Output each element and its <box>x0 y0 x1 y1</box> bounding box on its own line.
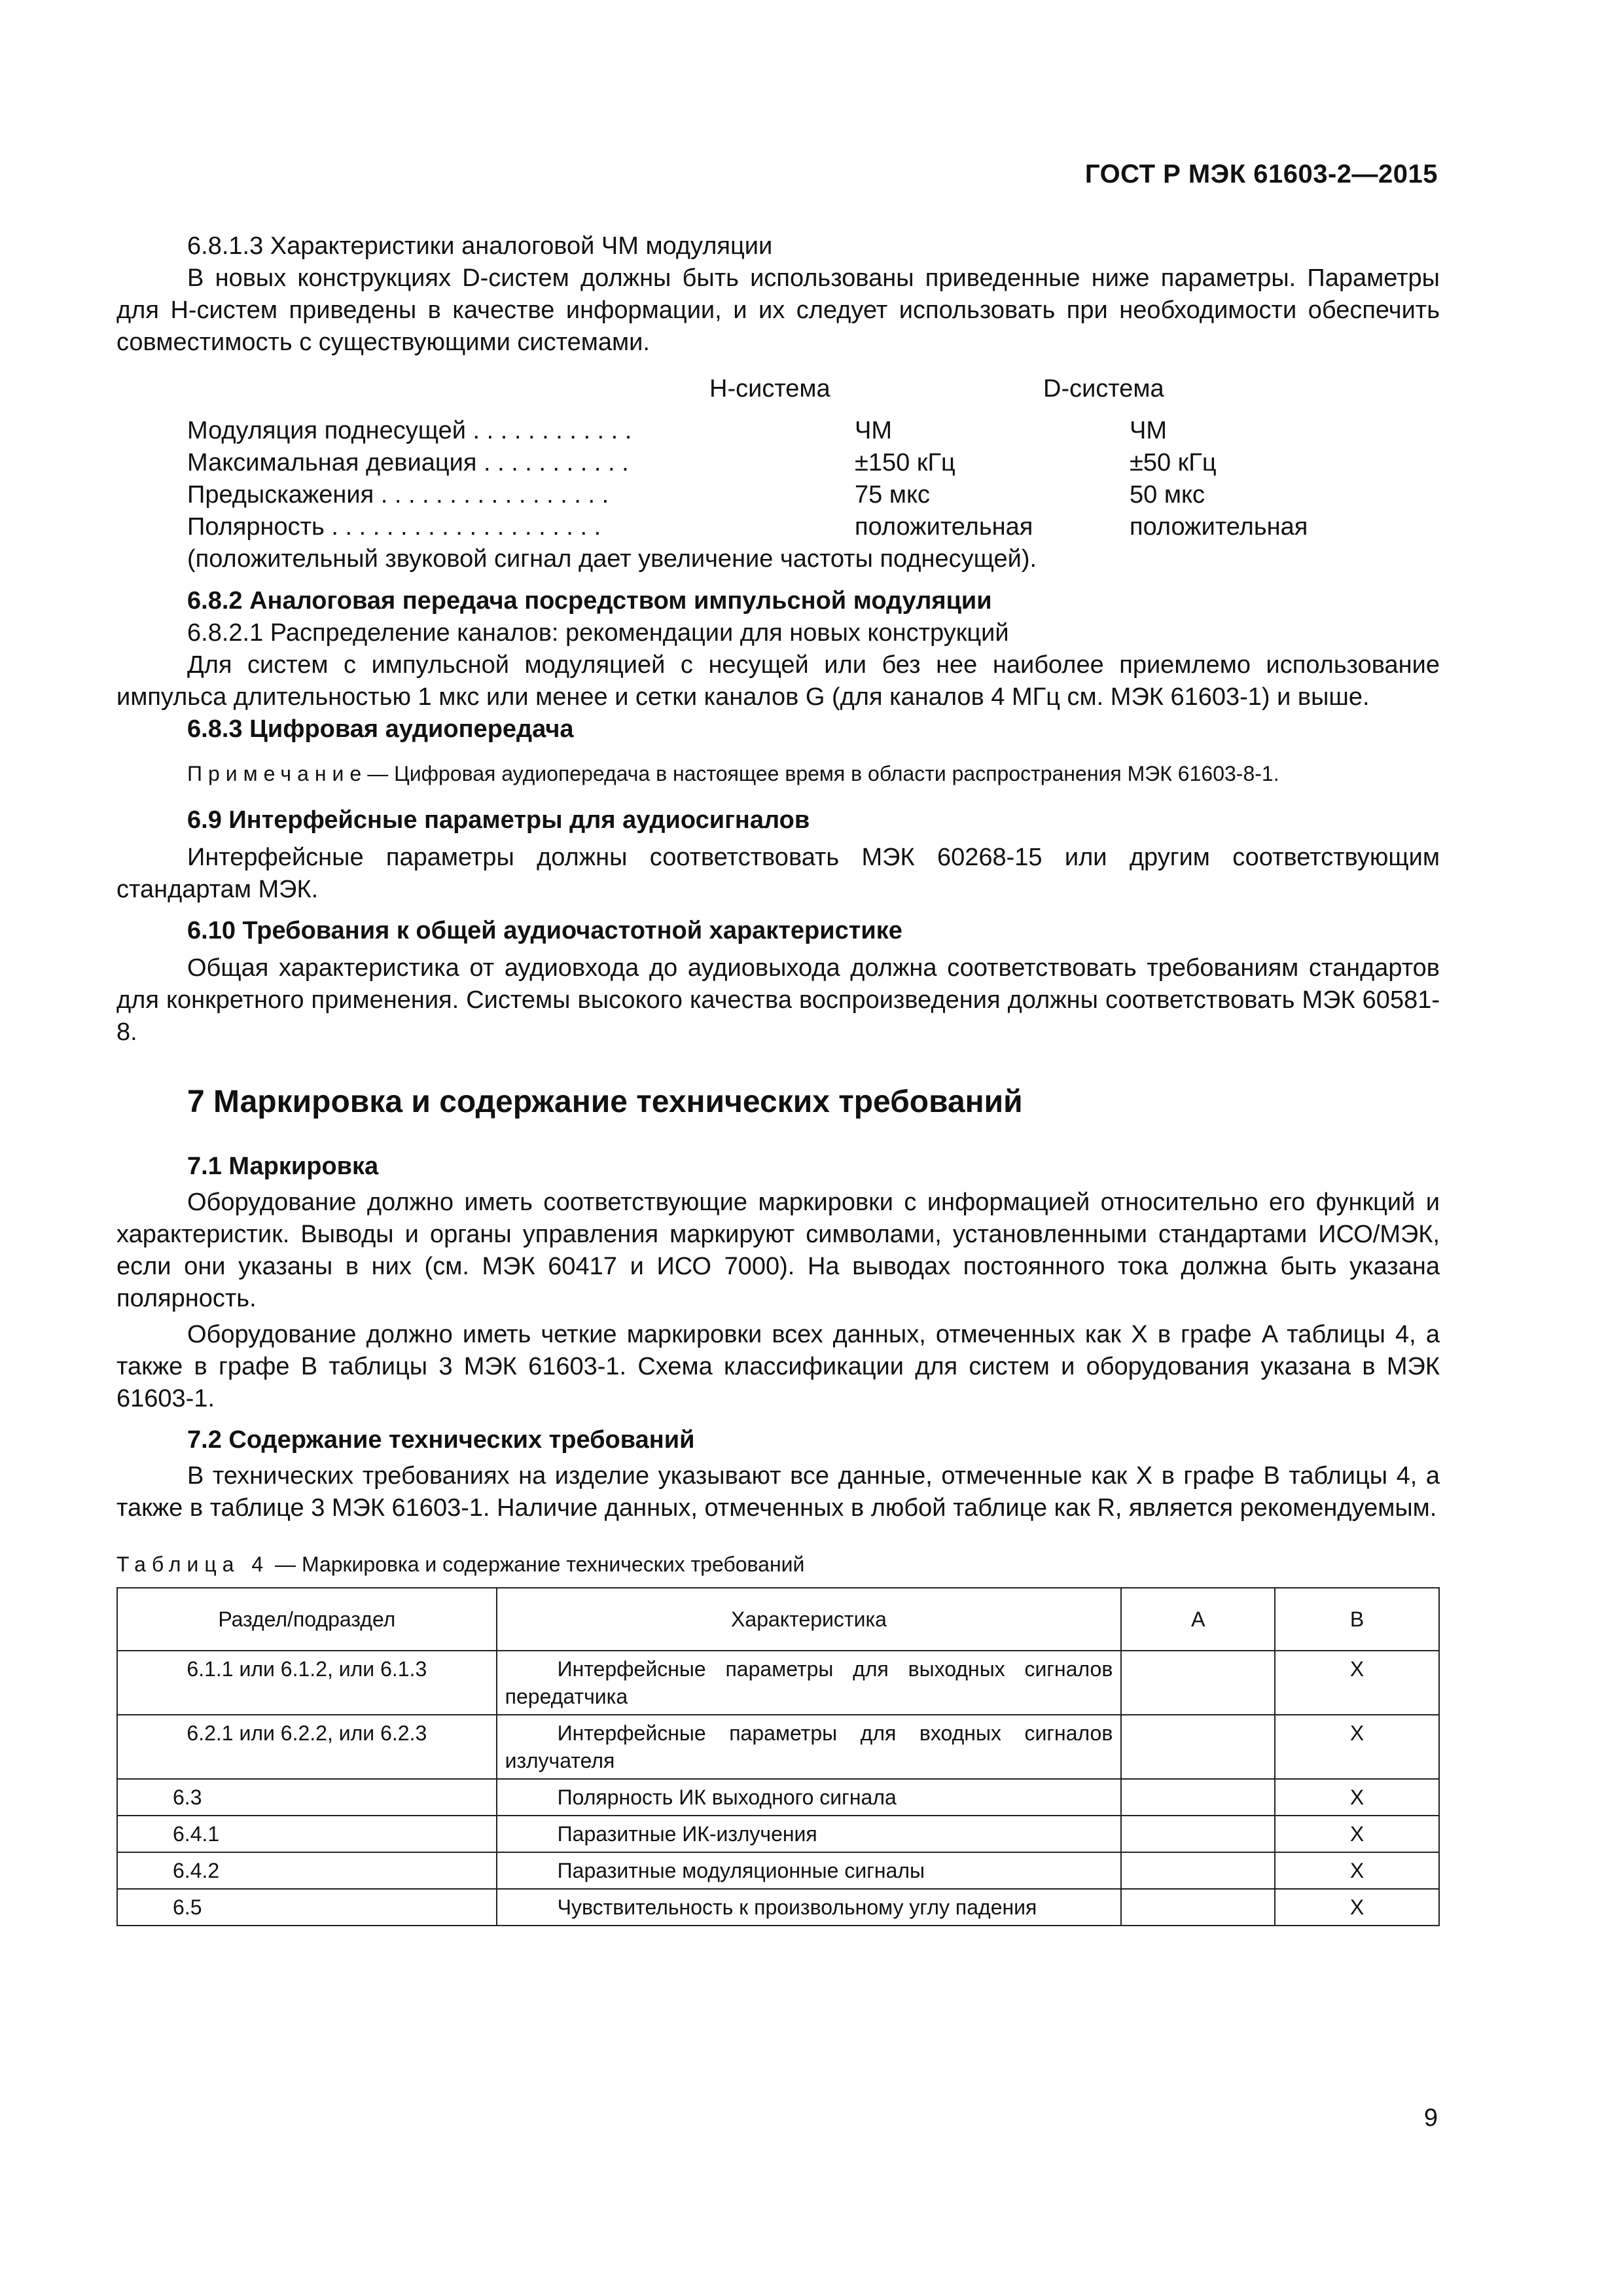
polarity-note-text: (положительный звуковой сигнал дает увеличение частоты поднесущей). <box>187 545 1037 573</box>
param-label: Полярность . . . . . . . . . . . . . . . . . . . . <box>187 513 601 541</box>
table-row <box>117 1816 1439 1852</box>
cell-characteristic: Паразитные ИК-излучения <box>497 1816 1122 1852</box>
section-6-9-title: 6.9 Интерфейсные параметры для аудиосигналов <box>187 806 810 834</box>
section-7-2-title: 7.2 Содержание технических требований <box>187 1426 695 1454</box>
header-section: Раздел/подраздел <box>117 1588 497 1651</box>
column-head-h-system: Н-система <box>709 375 830 403</box>
cell-characteristic: Интерфейсные параметры для входных сигналов излучателя <box>497 1715 1122 1779</box>
marking-table <box>116 1587 1440 1926</box>
table-row <box>117 1651 1439 1715</box>
header-a: A <box>1121 1588 1275 1651</box>
cell-b: X <box>1275 1852 1439 1889</box>
table-row <box>117 1889 1439 1926</box>
param-label: Модуляция поднесущей . . . . . . . . . . . . <box>187 417 632 444</box>
section-7-1-title: 7.1 Маркировка <box>187 1153 379 1180</box>
cell-characteristic: Полярность ИК выходного сигнала <box>497 1779 1122 1816</box>
param-row <box>187 415 1440 447</box>
cell-a <box>1121 1852 1275 1889</box>
table-caption-label: Таблица 4 <box>116 1552 270 1576</box>
cell-b: X <box>1275 1779 1439 1816</box>
section-6-8-2-1-paragraph: Для систем с импульсной модуляцией с несущей или без нее наиболее приемлемо использование импульса длительностью 1 мкс или менее и сетки каналов G (для каналов 4 МГц см. МЭК 61603-1) и выше. <box>116 651 1440 711</box>
cell-a <box>1121 1779 1275 1816</box>
table-caption-text: — Маркировка и содержание технических требований <box>275 1552 805 1576</box>
cell-a <box>1121 1816 1275 1852</box>
page-number: 9 <box>1423 2104 1438 2132</box>
section-6-8-3-title: 6.8.3 Цифровая аудиопередача <box>187 715 574 743</box>
param-h-value: положительная <box>855 513 1033 541</box>
param-d-value: 50 мкс <box>1130 481 1205 509</box>
section-7-1-paragraph-1: Оборудование должно иметь соответствующие маркировки с информацией относительно его функций и характеристик. Выводы и органы управления маркируют символами, установленными стандартами ИСО/МЭК, если они указаны в них (см. МЭК 60417 и ИСО 7000). На выводах постоянного тока должна быть указана полярность. <box>116 1189 1440 1312</box>
cell-characteristic: Паразитные модуляционные сигналы <box>497 1852 1122 1889</box>
section-7-1-paragraph-2: Оборудование должно иметь четкие маркировки всех данных, отмеченных как X в графе A таблицы 4, а также в графе B таблицы 3 МЭК 61603-1. Схема классификации для систем и оборудования указана в МЭК 61603-1. <box>116 1321 1440 1412</box>
cell-characteristic: Чувствительность к произвольному углу падения <box>497 1889 1122 1926</box>
polarity-note <box>187 543 1440 575</box>
param-h-value: 75 мкс <box>855 481 931 509</box>
cell-b: X <box>1275 1651 1439 1715</box>
section-6-10-paragraph: Общая характеристика от аудиовхода до аудиовыхода должна соответствовать требованиям стандартов для конкретного применения. Системы высокого качества воспроизведения должны соответствовать МЭК 60581-8. <box>116 954 1440 1046</box>
cell-section: 6.5 <box>117 1889 497 1926</box>
section-7-2-paragraph: В технических требованиях на изделие указывают все данные, отмеченные как X в графе B таблицы 4, а также в таблице 3 МЭК 61603-1. Наличие данных, отмеченных в любой таблице как R, является рекомендуемым. <box>116 1462 1440 1522</box>
table-caption <box>116 1551 1440 1578</box>
cell-a <box>1121 1889 1275 1926</box>
cell-section: 6.4.1 <box>117 1816 497 1852</box>
cell-section: 6.1.1 или 6.1.2, или 6.1.3 <box>117 1651 497 1715</box>
param-row <box>187 447 1440 479</box>
column-head-d-system: D-система <box>1043 375 1164 403</box>
param-d-value: ±50 кГц <box>1130 449 1217 476</box>
note-label: Примечание <box>187 762 368 785</box>
section-6-8-2-1-title: 6.8.2.1 Распределение каналов: рекомендации для новых конструкций <box>187 619 1009 647</box>
page-content <box>116 230 1440 1926</box>
table-row <box>117 1779 1439 1816</box>
section-6-8-2-title: 6.8.2 Аналоговая передача посредством импульсной модуляции <box>187 587 992 615</box>
table-row <box>117 1852 1439 1889</box>
cell-section: 6.2.1 или 6.2.2, или 6.2.3 <box>117 1715 497 1779</box>
document-id: ГОСТ Р МЭК 61603-2—2015 <box>1084 160 1438 188</box>
cell-a <box>1121 1715 1275 1779</box>
param-h-value: ±150 кГц <box>855 449 955 476</box>
fm-parameters <box>116 373 1440 573</box>
cell-b: X <box>1275 1889 1439 1926</box>
table-header-row <box>117 1588 1439 1651</box>
param-h-value: ЧМ <box>855 417 892 444</box>
section-6-8-1-3-title: 6.8.1.3 Характеристики аналоговой ЧМ модуляции <box>187 232 773 260</box>
param-row <box>187 511 1440 543</box>
cell-b: X <box>1275 1816 1439 1852</box>
cell-characteristic: Интерфейсные параметры для выходных сигналов передатчика <box>497 1651 1122 1715</box>
header-b: B <box>1275 1588 1439 1651</box>
section-6-9-paragraph: Интерфейсные параметры должны соответствовать МЭК 60268-15 или другим соответствующим стандартам МЭК. <box>116 844 1440 903</box>
cell-section: 6.3 <box>117 1779 497 1816</box>
section-6-10-title: 6.10 Требования к общей аудиочастотной характеристике <box>187 917 902 944</box>
cell-a <box>1121 1651 1275 1715</box>
section-6-8-3-note <box>116 760 1440 787</box>
section-6-8-1-3-paragraph: В новых конструкциях D-систем должны быть использованы приведенные ниже параметры. Параметры для H-систем приведены в качестве информации, и их следует использовать при необходимости обеспечить совместимость с существующими системами. <box>116 264 1440 356</box>
param-d-value: положительная <box>1130 513 1308 541</box>
cell-b: X <box>1275 1715 1439 1779</box>
param-label: Предыскажения . . . . . . . . . . . . . . . . . <box>187 481 609 509</box>
param-label: Максимальная девиация . . . . . . . . . . . <box>187 449 629 476</box>
table-row <box>117 1715 1439 1779</box>
param-d-value: ЧМ <box>1130 417 1167 444</box>
section-7-title: 7 Маркировка и содержание технических требований <box>187 1085 1023 1119</box>
param-row <box>187 479 1440 511</box>
cell-section: 6.4.2 <box>117 1852 497 1889</box>
header-characteristic: Характеристика <box>497 1588 1122 1651</box>
note-text: — Цифровая аудиопередача в настоящее время в области распространения МЭК 61603-8-1. <box>367 762 1279 785</box>
